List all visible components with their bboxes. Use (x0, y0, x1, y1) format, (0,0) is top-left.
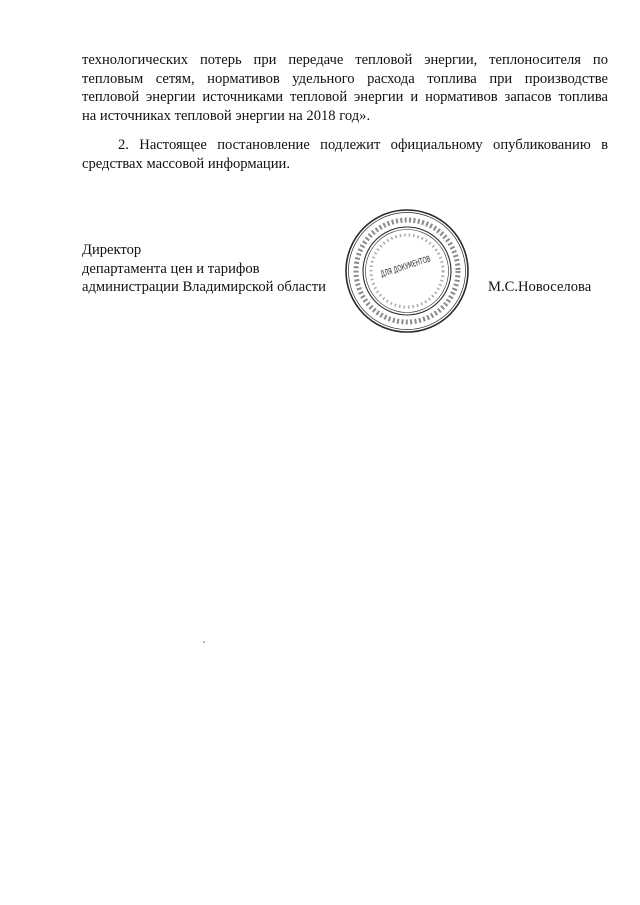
paragraph-1-line: тепловой энергии источниками тепловой энергии и нормативов запасов топлива (82, 89, 608, 105)
official-seal-stamp (342, 206, 472, 336)
paragraph-1-line: технологических потерь при передаче тепловой энергии, теплоносителя по (82, 52, 608, 68)
signatory-title-line: департамента цен и тарифов (82, 260, 260, 277)
paragraph-1 (82, 51, 608, 125)
scan-speck (203, 641, 205, 643)
paragraph-2 (82, 136, 608, 173)
paragraph-2-line: 2. Настоящее постановление подлежит официальному опубликованию в (118, 137, 608, 153)
signatory-title-line: администрации Владимирской области (82, 279, 326, 295)
seal-center-text: ДЛЯ ДОКУМЕНТОВ (379, 244, 462, 280)
signatory-title-line: Директор (82, 242, 142, 258)
paragraph-1-line: на источниках тепловой энергии на 2018 год». (82, 107, 371, 124)
paragraph-1-line: тепловым сетям, нормативов удельного расхода топлива при производстве (82, 70, 608, 87)
paragraph-2-line: средствах массовой информации. (82, 155, 291, 172)
signatory-name: М.С.Новоселова (488, 279, 592, 295)
seal-icon (342, 206, 472, 336)
document-body (82, 51, 608, 173)
signatory-title (82, 241, 382, 297)
